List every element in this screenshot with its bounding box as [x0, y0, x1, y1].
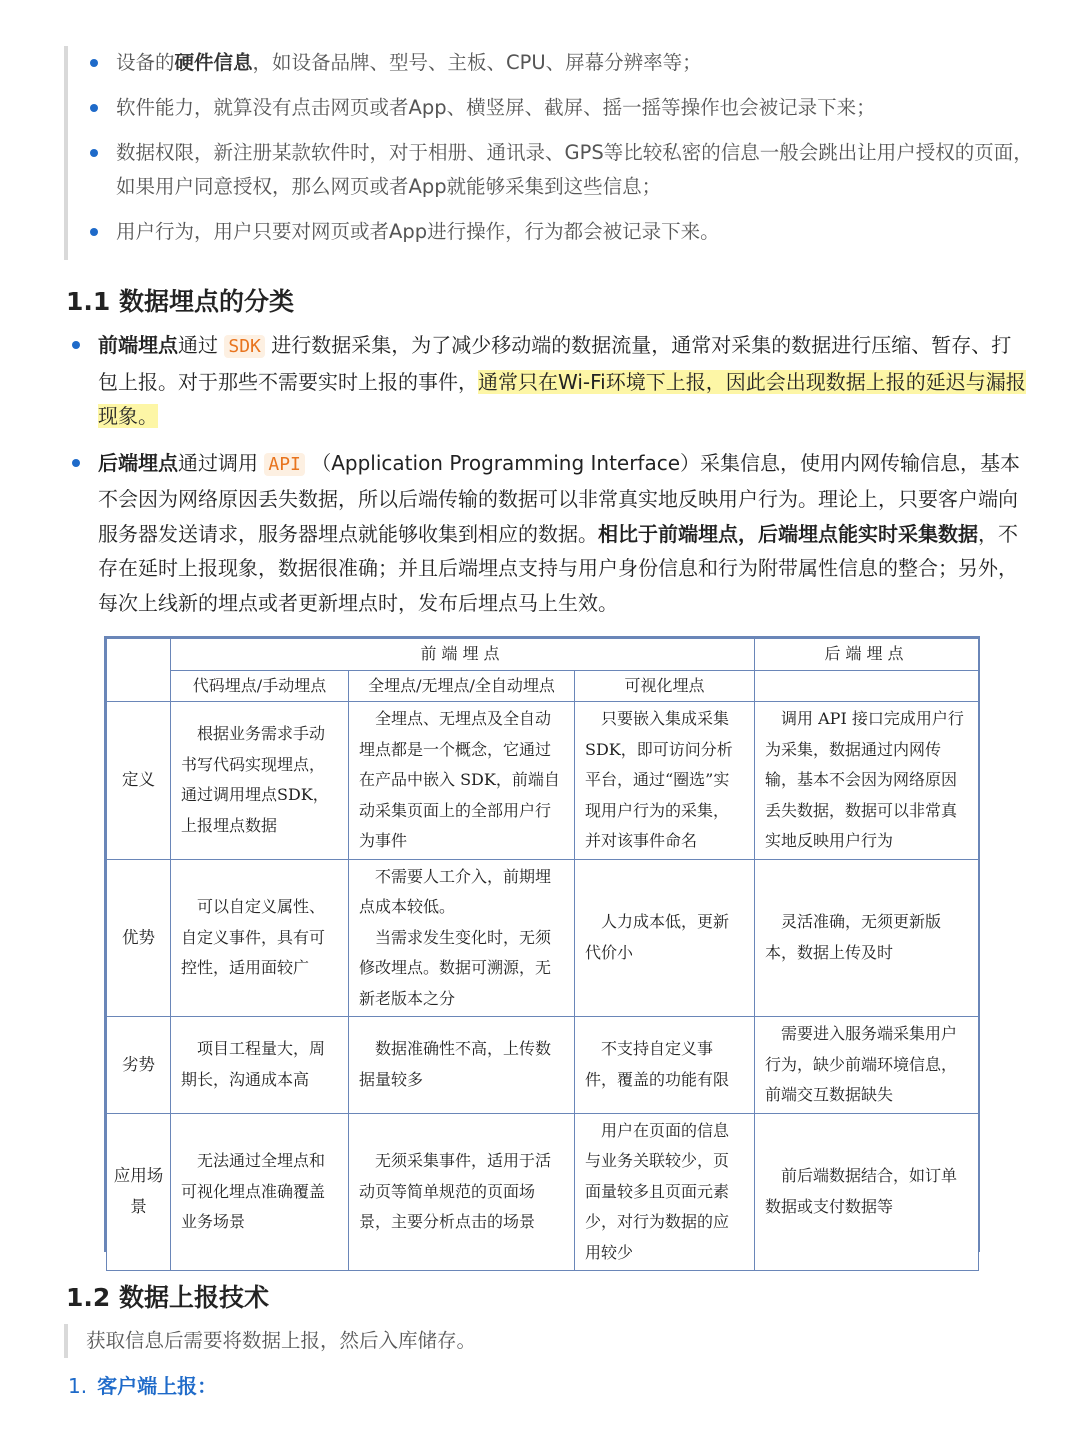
- table-cell: 人力成本低，更新代价小: [575, 859, 755, 1017]
- ordered-list-item: [68, 1370, 217, 1399]
- inline-code-api: API: [264, 453, 305, 476]
- table-cell: 可以自定义属性、自定义事件，具有可控性，适用面较广: [171, 859, 349, 1017]
- row-label: 劣势: [107, 1017, 171, 1114]
- table-cell: 用户在页面的信息与业务关联较少，页面量较多且页面元素少，对行为数据的应用较少: [575, 1113, 755, 1271]
- bullet-icon: [72, 341, 80, 349]
- table-col-header-empty: [755, 670, 979, 702]
- table-cell: 根据业务需求手动书写代码实现埋点，通过调用埋点SDK，上报埋点数据: [171, 702, 349, 860]
- table-cell: 不需要人工介入，前期埋点成本较低。 当需求发生变化时，无须修改埋点。数据可溯源，无新老版本之分: [349, 859, 575, 1017]
- comparison-table-image: [104, 636, 980, 1262]
- list-item: 设备的硬件信息，如设备品牌、型号、主板、CPU、屏幕分辨率等；: [86, 46, 1046, 80]
- table-cell: 需要进入服务端采集用户行为，缺少前端环境信息，前端交互数据缺失: [755, 1017, 979, 1114]
- table-cell: 不支持自定义事件，覆盖的功能有限: [575, 1017, 755, 1114]
- table-group-back: 后端埋点: [755, 639, 979, 671]
- table-cell: 只要嵌入集成采集 SDK，即可访问分析平台，通过“圈选”实现用户行为的采集，并对该事件命名: [575, 702, 755, 860]
- table-group-front: 前端埋点: [171, 639, 755, 671]
- table-row: [107, 859, 979, 1017]
- bullet-icon: [90, 104, 98, 112]
- table-row: [107, 1017, 979, 1114]
- table-col-header: 代码埋点/手动埋点: [171, 670, 349, 702]
- tracking-types-list: [66, 328, 1026, 632]
- table-row: [107, 1113, 979, 1271]
- list-item: 数据权限，新注册某款软件时，对于相册、通讯录、GPS等比较私密的信息一般会跳出让用户授权的页面，如果用户同意授权，那么网页或者App就能够采集到这些信息；: [86, 136, 1046, 204]
- table-row: [107, 702, 979, 860]
- table-cell: 数据准确性不高，上传数据量较多: [349, 1017, 575, 1114]
- row-label: 优势: [107, 859, 171, 1017]
- list-item-frontend: 前端埋点通过 SDK 进行数据采集，为了减少移动端的数据流量，通常对采集的数据进行压缩、暂存、打包上报。对于那些不需要实时上报的事件，通常只在Wi-Fi环境下上报，因此会出现数据上报的延迟与漏报现象。: [66, 328, 1026, 434]
- table-col-header: 可视化埋点: [575, 670, 755, 702]
- list-item-label: 客户端上报：: [97, 1374, 218, 1398]
- bullet-icon: [90, 149, 98, 157]
- comparison-table: [106, 638, 979, 1271]
- list-item-backend: 后端埋点通过调用 API （Application Programming Interface）采集信息，使用内网传输信息，基本不会因为网络原因丢失数据，所以后端传输的数据可以非常真实地反映用户行为。理论上，只要客户端向服务器发送请求，服务器埋点就能够收集到相应的数据。相比于前端埋点，后端埋点能实时采集数据，不存在延时上报现象，数据很准确；并且后端埋点支持与用户身份信息和行为附带属性信息的整合；另外，每次上线新的埋点或者更新埋点时，发布后埋点马上生效。: [66, 446, 1026, 621]
- inline-code-sdk: SDK: [224, 335, 265, 358]
- table-cell: 全埋点、无埋点及全自动埋点都是一个概念，它通过在产品中嵌入 SDK，前端自动采集页面上的全部用户行为事件: [349, 702, 575, 860]
- row-label: 定义: [107, 702, 171, 860]
- table-cell: 无法通过全埋点和可视化埋点准确覆盖业务场景: [171, 1113, 349, 1271]
- table-cell: 灵活准确，无须更新版本，数据上传及时: [755, 859, 979, 1017]
- highlighted-text: 通常只在Wi-Fi环境下上报，因此会出现数据上报的延迟与漏报现象。: [98, 369, 1026, 428]
- blockquote-upload: 获取信息后需要将数据上报，然后入库储存。: [64, 1324, 1046, 1358]
- table-cell: 无须采集事件，适用于活动页等简单规范的页面场景，主要分析点击的场景: [349, 1113, 575, 1271]
- blockquote-info-types: [64, 46, 1046, 260]
- bullet-icon: [90, 59, 98, 67]
- bullet-icon: [72, 459, 80, 467]
- row-label: 应用场景: [107, 1113, 171, 1271]
- table-cell: 调用 API 接口完成用户行为采集，数据通过内网传输，基本不会因为网络原因丢失数据，数据可以非常真实地反映用户行为: [755, 702, 979, 860]
- list-item: 软件能力，就算没有点击网页或者App、横竖屏、截屏、摇一摇等操作也会被记录下来；: [86, 91, 1046, 125]
- table-cell: 前后端数据结合，如订单数据或支付数据等: [755, 1113, 979, 1271]
- table-col-header: 全埋点/无埋点/全自动埋点: [349, 670, 575, 702]
- table-corner: [107, 639, 171, 702]
- section-heading-1-1: 1.1 数据埋点的分类: [66, 287, 294, 316]
- table-cell: 项目工程量大，周期长，沟通成本高: [171, 1017, 349, 1114]
- list-number: 1.: [68, 1374, 88, 1398]
- bullet-icon: [90, 228, 98, 236]
- section-heading-1-2: 1.2 数据上报技术: [66, 1283, 269, 1312]
- list-item: 用户行为，用户只要对网页或者App进行操作，行为都会被记录下来。: [86, 215, 1046, 249]
